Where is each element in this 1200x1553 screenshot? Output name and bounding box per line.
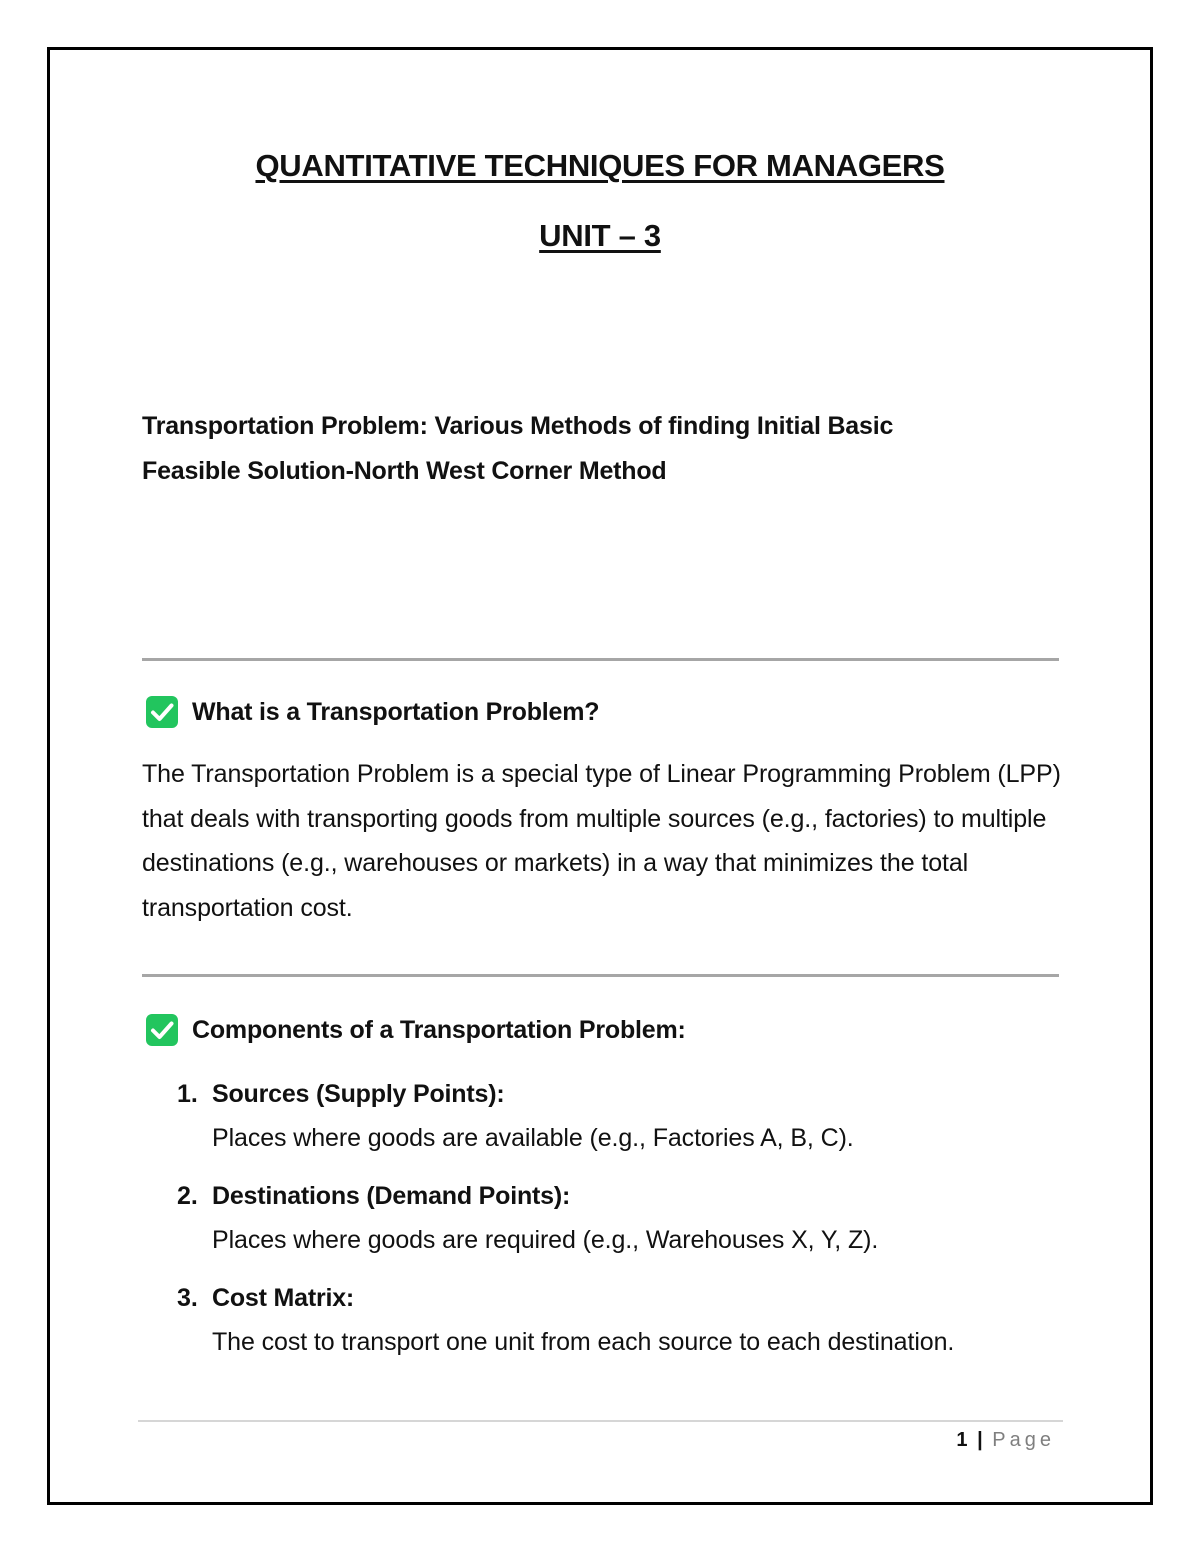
- list-item-number: 2.: [177, 1182, 198, 1210]
- list-item-label: Cost Matrix:: [212, 1284, 355, 1312]
- list-item-label: Sources (Supply Points):: [212, 1080, 505, 1108]
- topic-heading: [142, 404, 1042, 494]
- list-item-description: Places where goods are available (e.g., Factories A, B, C).: [212, 1124, 854, 1152]
- list-item-description: The cost to transport one unit from each source to each destination.: [212, 1328, 955, 1356]
- page-label: Page: [992, 1429, 1055, 1451]
- page-number: 1: [956, 1429, 968, 1451]
- list-item-description: Places where goods are required (e.g., Warehouses X, Y, Z).: [212, 1226, 879, 1254]
- definition-paragraph: The Transportation Problem is a special type of Linear Programming Problem (LPP) that deals with transporting goods from multiple sources (e.g., factories) to multiple destinations (e.g., warehouses or markets) in a way that minimizes the total transportation cost.: [142, 760, 1061, 922]
- list-item-number: 1.: [177, 1080, 198, 1108]
- document-title: QUANTITATIVE TECHNIQUES FOR MANAGERS: [255, 148, 945, 183]
- check-mark-icon: [146, 1014, 178, 1046]
- components-list: [142, 1072, 1042, 1378]
- section-heading-components: [146, 1014, 686, 1046]
- list-item-sources: [142, 1072, 1042, 1160]
- footer-divider: [138, 1420, 1063, 1422]
- check-mark-icon: [146, 696, 178, 728]
- section-divider: [142, 974, 1059, 977]
- footer-separator: |: [977, 1429, 983, 1451]
- topic-line-1: Transportation Problem: Various Methods of finding Initial Basic: [142, 412, 894, 440]
- list-item-cost-matrix: [142, 1276, 1042, 1364]
- page-footer: [956, 1426, 1055, 1454]
- section-divider: [142, 658, 1059, 661]
- section-heading-text: Components of a Transportation Problem:: [192, 1016, 686, 1044]
- list-item-number: 3.: [177, 1284, 198, 1312]
- topic-line-2: Feasible Solution-North West Corner Method: [142, 457, 667, 485]
- list-item-label: Destinations (Demand Points):: [212, 1182, 571, 1210]
- list-item-destinations: [142, 1174, 1042, 1262]
- section-heading-text: What is a Transportation Problem?: [192, 698, 600, 726]
- section-heading-what-is: [146, 696, 599, 728]
- unit-title: UNIT – 3: [539, 218, 661, 253]
